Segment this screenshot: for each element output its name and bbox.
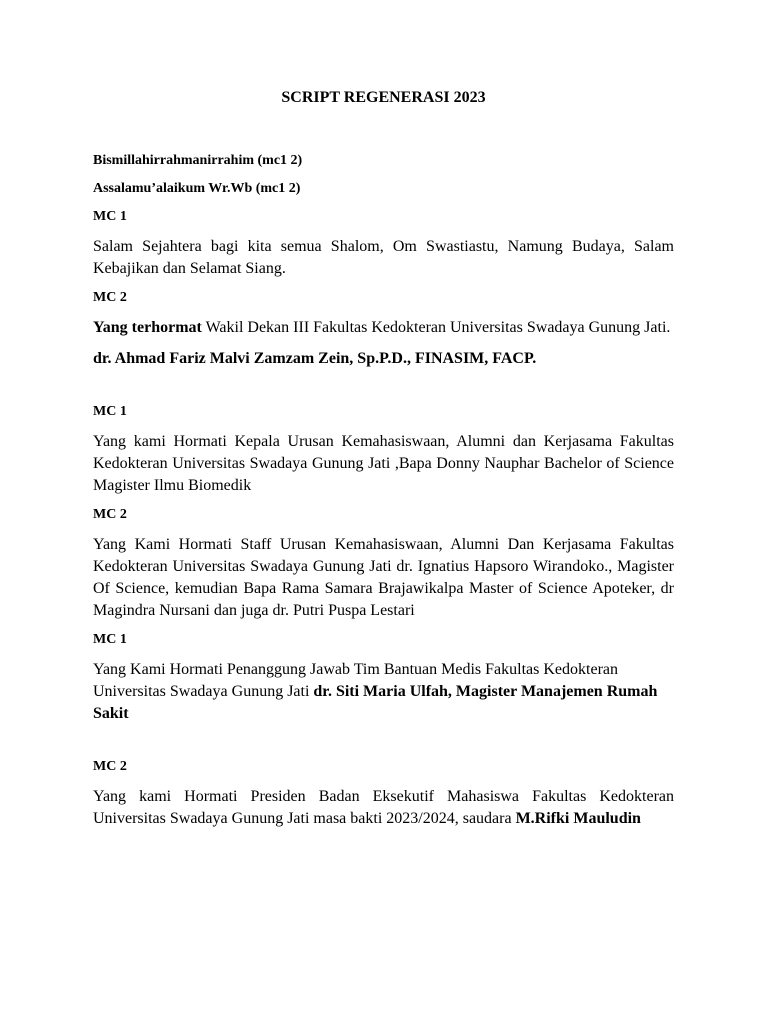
script-paragraph — [93, 659, 674, 725]
speaker-label: MC 2 — [93, 759, 127, 774]
script-paragraph: Yang Kami Hormati Staff Urusan Kemahasiswaan, Alumni Dan Kerjasama Fakultas Kedokteran Universitas Swadaya Gunung Jati dr. Ignatius Hapsoro Wirandoko., Magister Of Science, kemudian Bapa Rama Samara Brajawikalpa Master of Science Apoteker, dr Magindra Nursani dan juga dr. Putri Puspa Lestari — [93, 536, 674, 619]
bold-tail-text: M.Rifki Mauludin — [515, 810, 641, 827]
bold-lead-text: Yang terhormat — [93, 319, 202, 336]
script-paragraph: Salam Sejahtera bagi kita semua Shalom, Om Swastiastu, Namung Budaya, Salam Kebajikan dan Selamat Siang. — [93, 238, 674, 277]
speaker-label: MC 1 — [93, 632, 127, 647]
bold-tail-text: dr. Siti Maria Ulfah, Magister Manajemen Rumah Sakit — [93, 683, 658, 722]
paragraph-text: Wakil Dekan III Fakultas Kedokteran Universitas Swadaya Gunung Jati. — [201, 319, 671, 336]
speaker-label: MC 2 — [93, 507, 127, 522]
honoree-name: dr. Ahmad Fariz Malvi Zamzam Zein, Sp.P.D., FINASIM, FACP. — [93, 350, 537, 367]
script-paragraph: Yang kami Hormati Kepala Urusan Kemahasiswaan, Alumni dan Kerjasama Fakultas Kedokteran Universitas Swadaya Gunung Jati ,Bapa Donny Nauphar Bachelor of Science Magister Ilmu Biomedik — [93, 433, 674, 494]
document-page — [93, 88, 674, 839]
paragraph-text: Yang Kami Hormati Penanggung Jawab Tim Bantuan Medis Fakultas Kedokteran Universitas Swadaya Gunung Jati — [93, 661, 618, 700]
paragraph-text: Yang kami Hormati Presiden Badan Eksekutif Mahasiswa Fakultas Kedokteran Universitas Swadaya Gunung Jati masa bakti 2023/2024, saudara — [93, 788, 674, 827]
script-paragraph — [93, 786, 674, 830]
speaker-label: MC 1 — [93, 209, 127, 224]
spacer — [93, 734, 674, 758]
spacer — [93, 379, 674, 403]
script-paragraph — [93, 317, 674, 339]
opening-line-salam: Assalamu’alaikum Wr.Wb (mc1 2) — [93, 181, 301, 196]
opening-line-basmalah: Bismillahirrahmanirrahim (mc1 2) — [93, 153, 303, 168]
document-title: SCRIPT REGENERASI 2023 — [281, 89, 486, 106]
speaker-label: MC 2 — [93, 290, 127, 305]
speaker-label: MC 1 — [93, 404, 127, 419]
